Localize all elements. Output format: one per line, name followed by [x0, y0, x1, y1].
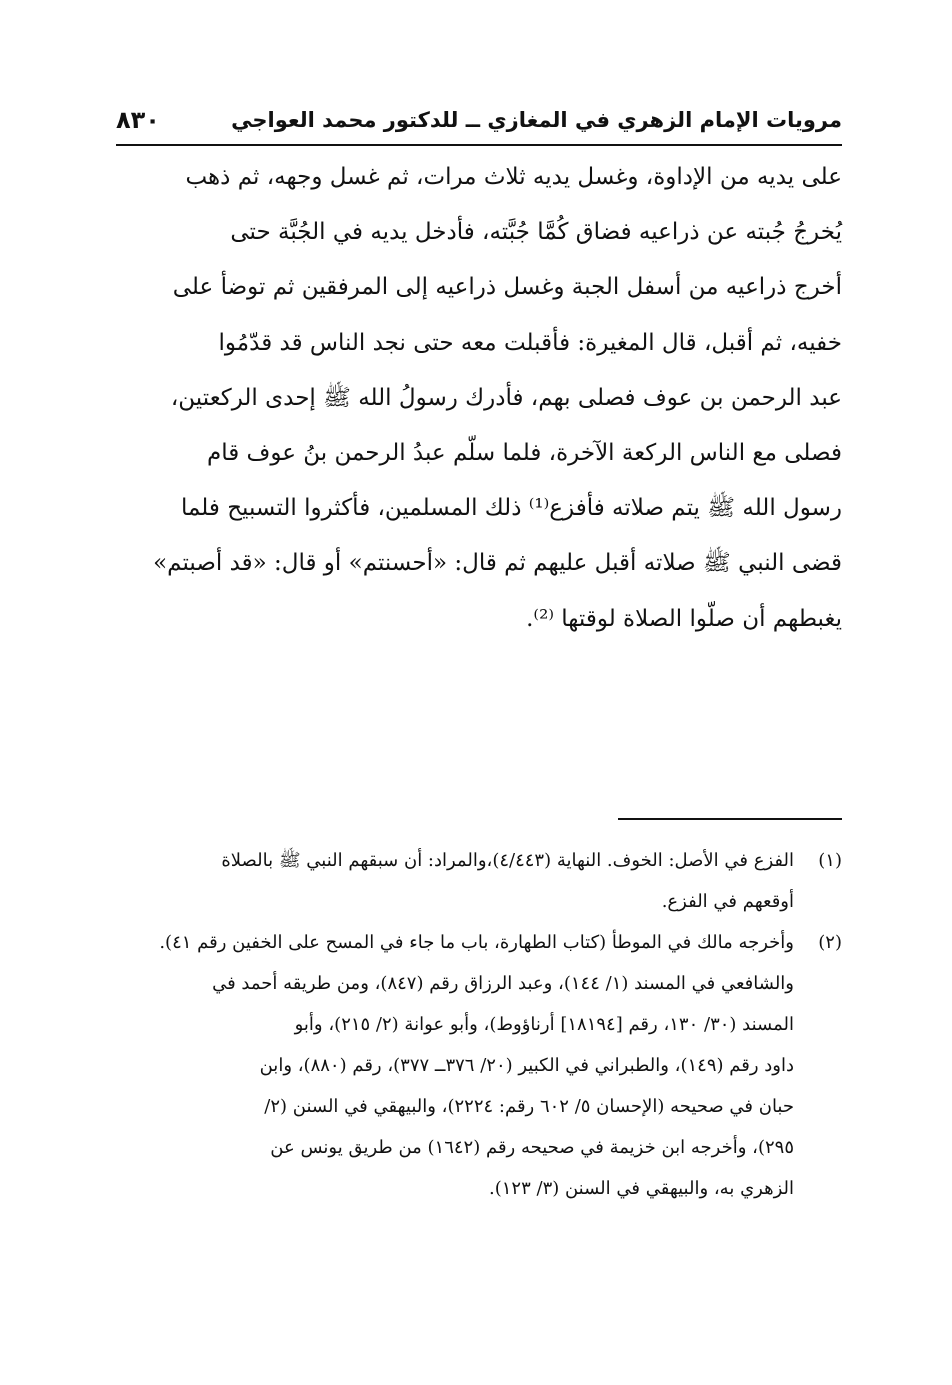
text-line: يُخرجُ جُبته عن ذراعيه فضاق كُمَّا جُبَّته، فأدخل يديه في الجُبَّة حتى: [230, 219, 842, 246]
footnote-number: (٢): [818, 932, 842, 953]
footnote-separator: [618, 818, 842, 820]
text-line: عبد الرحمن بن عوف فصلى بهم، فأدرك رسولُ الله ﷺ إحدى الركعتين،: [170, 384, 842, 411]
footnote-line: حبان في صحيحه (الإحسان ٥/ ٦٠٢ رقم: ٢٢٢٤)، والبيهقي في السنن (٢/: [264, 1096, 794, 1117]
header-rule: [116, 144, 842, 146]
text-line: على يديه من الإداوة، وغسل يديه ثلاث مرات، ثم غسل وجهه، ثم ذهب: [185, 164, 842, 190]
footnote-line: أوقعهم في الفزع.: [661, 891, 794, 912]
text-line: قضى النبي ﷺ صلاته أقبل عليهم ثم قال: «أحسنتم» أو قال: «قد أصبتم»: [153, 550, 842, 577]
footnote-line: ٢٩٥)، وأخرجه ابن خزيمة في صحيحه رقم (١٦٤٢) من طريق يونس عن: [270, 1137, 794, 1158]
footnote-number: (١): [818, 850, 842, 871]
text-line: يغبطهم أن صلّوا الصلاة لوقتها ⁽²⁾.: [526, 605, 842, 632]
page-number: ٨٣٠: [116, 106, 160, 134]
footnote-line: الزهري به، والبيهقي في السنن (٣/ ١٢٣).: [489, 1178, 794, 1199]
footnote-2: [116, 922, 842, 1209]
main-text: [116, 150, 842, 647]
footnotes: [116, 840, 842, 1209]
running-title: مرويات الإمام الزهري في المغازي ــ للدكتور محمد العواجي: [231, 108, 842, 132]
footnote-line: داود رقم (١٤٩)، والطبراني في الكبير (٢٠/ ٣٧٦ــ ٣٧٧)، رقم (٨٨٠)، وابن: [259, 1055, 794, 1076]
text-line: أخرج ذراعيه من أسفل الجبة وغسل ذراعيه إلى المرفقين ثم توضأ على: [172, 274, 842, 301]
footnote-line: والشافعي في المسند (١/ ١٤٤)، وعبد الرزاق رقم (٨٤٧)، ومن طريقه أحمد في: [212, 973, 794, 994]
text-line: فصلى مع الناس الركعة الآخرة، فلما سلّم عبدُ الرحمن بنُ عوف قام: [206, 439, 842, 466]
running-header: [116, 106, 842, 142]
footnote-line: الفزع في الأصل: الخوف. النهاية (٤/٤٤٣)،والمراد: أن سبقهم النبي ﷺ بالصلاة: [221, 850, 794, 871]
footnote-line: المسند (٣٠/ ١٣٠، رقم [١٨١٩٤] أرناؤوط)، وأبو عوانة (٢/ ٢١٥)، وأبو: [294, 1014, 794, 1035]
text-line: خفيه، ثم أقبل، قال المغيرة: فأقبلت معه حتى نجد الناس قد قدّمُوا: [218, 329, 842, 356]
footnote-1: [116, 840, 842, 922]
text-line: رسول الله ﷺ يتم صلاته فأفزع⁽¹⁾ ذلك المسلمين، فأكثروا التسبيح فلما: [180, 495, 842, 522]
footnote-line: وأخرجه مالك في الموطأ (كتاب الطهارة، باب ما جاء في المسح على الخفين رقم ٤١).: [159, 932, 794, 953]
